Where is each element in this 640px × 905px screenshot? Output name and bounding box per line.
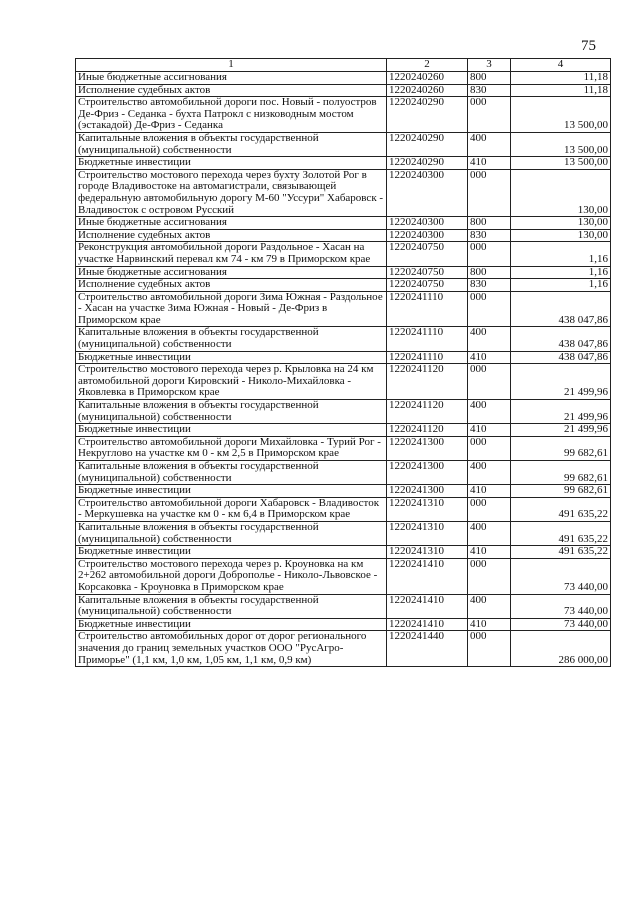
- row-type-cell: 000: [468, 558, 511, 594]
- row-code-cell: 1220241120: [387, 424, 468, 437]
- budget-table: [75, 58, 611, 667]
- row-type-cell: 400: [468, 132, 511, 156]
- row-type-cell: 000: [468, 497, 511, 521]
- row-code-cell: 1220241300: [387, 436, 468, 460]
- row-type-cell: 410: [468, 618, 511, 631]
- table-row: [76, 485, 611, 498]
- table-row: [76, 266, 611, 279]
- budget-table-body: [76, 59, 611, 667]
- table-row: [76, 594, 611, 618]
- table-row: [76, 436, 611, 460]
- row-name-cell: Исполнение судебных актов: [76, 84, 387, 97]
- row-code-cell: 1220240290: [387, 97, 468, 133]
- row-amount-cell: 21 499,96: [511, 364, 611, 400]
- row-amount-cell: 11,18: [511, 84, 611, 97]
- row-amount-cell: 11,18: [511, 72, 611, 85]
- row-type-cell: 830: [468, 279, 511, 292]
- row-amount-cell: 438 047,86: [511, 327, 611, 351]
- row-amount-cell: 73 440,00: [511, 618, 611, 631]
- row-amount-cell: 130,00: [511, 169, 611, 216]
- row-name-cell: Капитальные вложения в объекты государственной (муниципальной) собственности: [76, 132, 387, 156]
- row-name-cell: Иные бюджетные ассигнования: [76, 217, 387, 230]
- row-code-cell: 1220241410: [387, 594, 468, 618]
- row-type-cell: 800: [468, 266, 511, 279]
- row-code-cell: 1220241110: [387, 327, 468, 351]
- row-name-cell: Бюджетные инвестиции: [76, 157, 387, 170]
- row-type-cell: 800: [468, 72, 511, 85]
- row-type-cell: 410: [468, 351, 511, 364]
- table-row: [76, 364, 611, 400]
- row-code-cell: 1220241110: [387, 351, 468, 364]
- row-amount-cell: 438 047,86: [511, 291, 611, 327]
- table-row: [76, 242, 611, 266]
- row-code-cell: 1220240290: [387, 132, 468, 156]
- row-code-cell: 1220240300: [387, 229, 468, 242]
- row-code-cell: 1220240750: [387, 266, 468, 279]
- row-name-cell: Капитальные вложения в объекты государственной (муниципальной) собственности: [76, 327, 387, 351]
- row-type-cell: 000: [468, 169, 511, 216]
- row-code-cell: 1220241310: [387, 497, 468, 521]
- row-amount-cell: 1,16: [511, 266, 611, 279]
- row-name-cell: Бюджетные инвестиции: [76, 351, 387, 364]
- row-name-cell: Строительство автомобильной дороги Хабаровск - Владивосток - Меркушевка на участке км 0 - км 6,4 в Приморском крае: [76, 497, 387, 521]
- table-row: [76, 229, 611, 242]
- row-type-cell: 830: [468, 84, 511, 97]
- row-type-cell: 000: [468, 364, 511, 400]
- row-amount-cell: 130,00: [511, 229, 611, 242]
- row-amount-cell: 1,16: [511, 279, 611, 292]
- table-row: [76, 169, 611, 216]
- table-row: [76, 84, 611, 97]
- row-code-cell: 1220240260: [387, 84, 468, 97]
- table-row: [76, 558, 611, 594]
- row-type-cell: 000: [468, 631, 511, 667]
- row-amount-cell: 286 000,00: [511, 631, 611, 667]
- table-row: [76, 217, 611, 230]
- row-amount-cell: 13 500,00: [511, 132, 611, 156]
- header-col-1: 1: [76, 59, 387, 72]
- row-name-cell: Бюджетные инвестиции: [76, 546, 387, 559]
- row-code-cell: 1220241410: [387, 618, 468, 631]
- row-type-cell: 000: [468, 436, 511, 460]
- row-code-cell: 1220240300: [387, 169, 468, 216]
- table-row: [76, 461, 611, 485]
- row-name-cell: Строительство мостового перехода через р. Кроуновка на км 2+262 автомобильной дороги Доброполье - Николо-Львовское - Корсаковка - Кроуновка в Приморском крае: [76, 558, 387, 594]
- row-name-cell: Строительство мостового перехода через р. Крыловка на 24 км автомобильной дороги Кировский - Николо-Михайловка - Яковлевка в Приморском крае: [76, 364, 387, 400]
- row-amount-cell: 491 635,22: [511, 521, 611, 545]
- row-name-cell: Строительство автомобильной дороги Михайловка - Турий Рог - Некруглово на участке км 0 - км 2,5 в Приморском крае: [76, 436, 387, 460]
- row-amount-cell: 21 499,96: [511, 400, 611, 424]
- row-name-cell: Бюджетные инвестиции: [76, 424, 387, 437]
- row-amount-cell: 13 500,00: [511, 157, 611, 170]
- table-row: [76, 327, 611, 351]
- row-code-cell: 1220240750: [387, 279, 468, 292]
- header-col-2: 2: [387, 59, 468, 72]
- row-amount-cell: 438 047,86: [511, 351, 611, 364]
- row-type-cell: 410: [468, 546, 511, 559]
- row-amount-cell: 99 682,61: [511, 461, 611, 485]
- table-row: [76, 97, 611, 133]
- row-type-cell: 830: [468, 229, 511, 242]
- table-row: [76, 497, 611, 521]
- row-name-cell: Капитальные вложения в объекты государственной (муниципальной) собственности: [76, 461, 387, 485]
- row-type-cell: 400: [468, 594, 511, 618]
- header-col-3: 3: [468, 59, 511, 72]
- table-row: [76, 424, 611, 437]
- table-row: [76, 400, 611, 424]
- row-name-cell: Капитальные вложения в объекты государственной (муниципальной) собственности: [76, 594, 387, 618]
- row-type-cell: 800: [468, 217, 511, 230]
- table-header-row: [76, 59, 611, 72]
- row-code-cell: 1220241300: [387, 461, 468, 485]
- row-amount-cell: 491 635,22: [511, 546, 611, 559]
- row-code-cell: 1220240290: [387, 157, 468, 170]
- row-name-cell: Капитальные вложения в объекты государственной (муниципальной) собственности: [76, 400, 387, 424]
- row-code-cell: 1220241410: [387, 558, 468, 594]
- row-amount-cell: 130,00: [511, 217, 611, 230]
- row-amount-cell: 99 682,61: [511, 485, 611, 498]
- row-name-cell: Строительство автомобильной дороги пос. Новый - полуостров Де-Фриз - Седанка - бухта Патрокл с низководным мостом (эстакадой) Де-Фриз - Седанка: [76, 97, 387, 133]
- row-name-cell: Исполнение судебных актов: [76, 229, 387, 242]
- row-type-cell: 000: [468, 97, 511, 133]
- row-type-cell: 410: [468, 157, 511, 170]
- table-row: [76, 631, 611, 667]
- table-row: [76, 618, 611, 631]
- row-name-cell: Иные бюджетные ассигнования: [76, 266, 387, 279]
- row-type-cell: 400: [468, 521, 511, 545]
- row-amount-cell: 13 500,00: [511, 97, 611, 133]
- row-amount-cell: 21 499,96: [511, 424, 611, 437]
- table-row: [76, 132, 611, 156]
- row-amount-cell: 491 635,22: [511, 497, 611, 521]
- row-code-cell: 1220241120: [387, 400, 468, 424]
- table-row: [76, 351, 611, 364]
- row-code-cell: 1220241120: [387, 364, 468, 400]
- row-type-cell: 400: [468, 327, 511, 351]
- row-code-cell: 1220241110: [387, 291, 468, 327]
- row-name-cell: Капитальные вложения в объекты государственной (муниципальной) собственности: [76, 521, 387, 545]
- row-code-cell: 1220240260: [387, 72, 468, 85]
- row-name-cell: Строительство мостового перехода через бухту Золотой Рог в городе Владивостоке на автомагистрали, связывающей федеральную автомобильную дорогу М-60 "Уссури" Хабаровск - Владивосток с островом Русский: [76, 169, 387, 216]
- row-name-cell: Строительство автомобильной дороги Зима Южная - Раздольное - Хасан на участке Зима Южная - Новый - Де-Фриз в Приморском крае: [76, 291, 387, 327]
- row-code-cell: 1220240750: [387, 242, 468, 266]
- row-name-cell: Бюджетные инвестиции: [76, 618, 387, 631]
- row-code-cell: 1220241310: [387, 546, 468, 559]
- table-row: [76, 72, 611, 85]
- row-amount-cell: 73 440,00: [511, 594, 611, 618]
- row-amount-cell: 73 440,00: [511, 558, 611, 594]
- row-name-cell: Строительство автомобильных дорог от дорог регионального значения до границ земельных участков ООО "РусАгро-Приморье" (1,1 км, 1,0 км, 1,05 км, 1,1 км, 0,9 км): [76, 631, 387, 667]
- row-type-cell: 000: [468, 242, 511, 266]
- row-type-cell: 410: [468, 424, 511, 437]
- row-name-cell: Бюджетные инвестиции: [76, 485, 387, 498]
- row-name-cell: Исполнение судебных актов: [76, 279, 387, 292]
- row-type-cell: 400: [468, 461, 511, 485]
- row-type-cell: 410: [468, 485, 511, 498]
- header-col-4: 4: [511, 59, 611, 72]
- page-number: 75: [581, 38, 596, 54]
- row-name-cell: Реконструкция автомобильной дороги Раздольное - Хасан на участке Нарвинский перевал км 74 - км 79 в Приморском крае: [76, 242, 387, 266]
- row-code-cell: 1220241310: [387, 521, 468, 545]
- table-row: [76, 521, 611, 545]
- row-type-cell: 400: [468, 400, 511, 424]
- row-amount-cell: 99 682,61: [511, 436, 611, 460]
- table-row: [76, 279, 611, 292]
- row-name-cell: Иные бюджетные ассигнования: [76, 72, 387, 85]
- row-amount-cell: 1,16: [511, 242, 611, 266]
- table-row: [76, 546, 611, 559]
- row-code-cell: 1220241300: [387, 485, 468, 498]
- table-row: [76, 291, 611, 327]
- row-code-cell: 1220240300: [387, 217, 468, 230]
- row-type-cell: 000: [468, 291, 511, 327]
- row-code-cell: 1220241440: [387, 631, 468, 667]
- table-row: [76, 157, 611, 170]
